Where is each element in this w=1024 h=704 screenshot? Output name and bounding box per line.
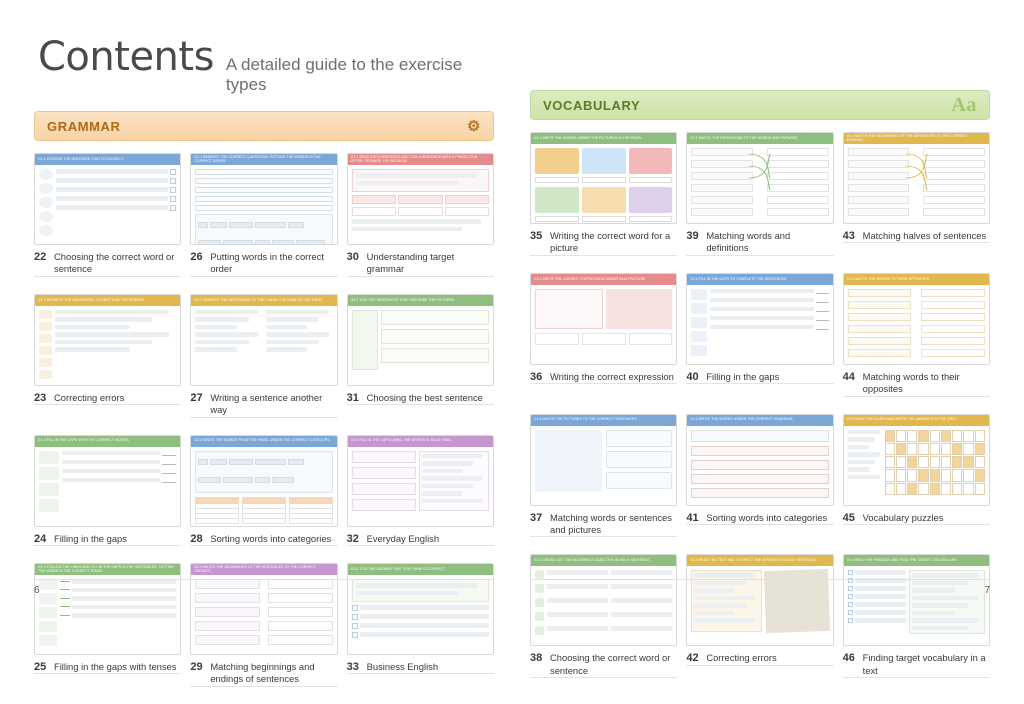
- entry-separator: [190, 686, 337, 687]
- thumbnail-instruction-bar: [191, 295, 336, 306]
- entry-page-number: 37: [530, 511, 543, 524]
- contents-entry[interactable]: [190, 435, 337, 563]
- thumbnail-instruction-text: V3.4 READ THE PASSAGE AND FIND THE TARGET VOCABULARY.: [846, 558, 958, 563]
- exercise-thumbnail[interactable]: [843, 554, 990, 646]
- entry-caption: [34, 533, 181, 545]
- thumbnail-instruction-text: G3.3 FILL IN THE GAPS USING THE WORDS IN BOLD FINAL.: [350, 438, 453, 443]
- entry-caption: [34, 392, 181, 404]
- thumbnail-instruction-text: G2.1 REWRITE THE CORRECT QUESTIONS, PUTTING THE WORDS IN THE CORRECT ORDER.: [194, 155, 321, 163]
- thumbnail-instruction-text: G1.1 CHOOSE THE SENTENCE THAT IS CORRECT.: [38, 156, 124, 161]
- entry-separator: [686, 665, 833, 666]
- entry-label: Matching words or sentences and pictures: [550, 511, 672, 536]
- thumbnail-body: [191, 447, 336, 527]
- exercise-thumbnail[interactable]: [843, 132, 990, 224]
- thumbnail-instruction-bar: [191, 436, 336, 447]
- contents-entry[interactable]: [34, 153, 181, 294]
- left-page: [0, 0, 512, 685]
- exercise-thumbnail[interactable]: [686, 414, 833, 506]
- entry-caption: [843, 371, 990, 396]
- entry-page-number: 39: [686, 230, 699, 242]
- footer-rule: [34, 579, 494, 580]
- thumbnail-body: [35, 575, 180, 653]
- exercise-thumbnail[interactable]: [347, 435, 494, 527]
- title-subtitle: A detailed guide to the exercise types: [225, 55, 463, 94]
- contents-entry[interactable]: [686, 132, 833, 273]
- exercise-thumbnail[interactable]: [34, 563, 181, 655]
- entry-separator: [190, 276, 337, 277]
- thumbnail-instruction-text: V1.3 MATCH THE PICTURES TO THE CORRECT SENTENCES.: [534, 417, 638, 422]
- contents-entry[interactable]: [190, 153, 337, 294]
- entry-page-number: 30: [346, 251, 359, 263]
- page-number-right: 7: [984, 585, 990, 596]
- entry-caption: [686, 652, 833, 664]
- thumbnail-instruction-bar: [348, 295, 493, 306]
- thumbnail-body: [844, 426, 989, 499]
- entry-page-number: 41: [686, 511, 699, 524]
- entry-page-number: 36: [530, 370, 543, 383]
- thumbnail-instruction-bar: [687, 555, 832, 566]
- exercise-thumbnail[interactable]: [686, 132, 833, 224]
- entry-caption: [347, 392, 494, 404]
- thumbnail-instruction-text: V1.2 WRITE THE CORRECT EXPRESSION UNDER EACH PICTURE.: [534, 276, 647, 281]
- contents-entry[interactable]: [843, 273, 990, 414]
- thumbnail-instruction-text: V2.1 MATCH THE DEFINITIONS TO THE WORDS AND PHRASES.: [690, 135, 799, 140]
- contents-entry[interactable]: [347, 153, 494, 294]
- entry-caption: [843, 652, 990, 677]
- entry-separator: [843, 242, 990, 243]
- entry-label: Sorting words into categories: [210, 532, 332, 544]
- entry-label: Writing the correct word for a picture: [550, 230, 671, 254]
- entry-separator: [347, 673, 494, 674]
- entry-separator: [347, 404, 494, 405]
- contents-entry[interactable]: [530, 132, 677, 273]
- thumbnail-body: [687, 285, 832, 363]
- thumbnail-body: [687, 144, 832, 224]
- entry-separator: [347, 276, 494, 277]
- thumbnail-body: [35, 165, 180, 243]
- thumbnail-instruction-bar: [348, 436, 493, 447]
- contents-entry[interactable]: [530, 554, 677, 695]
- thumbnail-body: [844, 144, 989, 224]
- thumbnail-body: [687, 426, 832, 506]
- entry-separator: [190, 545, 337, 546]
- contents-entry[interactable]: [347, 563, 494, 704]
- entry-separator: [843, 524, 990, 525]
- thumbnail-instruction-bar: [531, 274, 676, 285]
- entry-separator: [190, 417, 337, 418]
- thumbnail-instruction-bar: [191, 154, 336, 165]
- entry-label: Filling in the gaps with tenses: [54, 661, 177, 673]
- entry-page-number: 24: [34, 532, 47, 545]
- thumbnail-instruction-text: V3.2 MATCH THE WORDS TO THEIR OPPOSITES.: [846, 276, 931, 281]
- exercise-thumbnail[interactable]: [34, 435, 181, 527]
- thumbnail-instruction-bar: [531, 415, 676, 426]
- entry-label: Everyday English: [366, 532, 440, 544]
- thumbnail-instruction-bar: [531, 555, 676, 566]
- entry-page-number: 44: [842, 370, 855, 383]
- entry-page-number: 38: [530, 652, 543, 665]
- thumbnail-body: [35, 306, 180, 386]
- thumbnail-instruction-text: V2.3 WRITE THE WORDS UNDER THE CORRECT HEADINGS.: [690, 417, 794, 422]
- thumbnail-instruction-text: V3.3 READ THE CLUES AND WRITE THE ANSWERS IN THE GRID.: [846, 417, 957, 422]
- section-label-grammar: GRAMMAR: [47, 118, 121, 134]
- entry-caption: [347, 661, 494, 673]
- thumbnail-body: [844, 566, 989, 638]
- entry-label: Correcting errors: [54, 391, 125, 403]
- contents-entry[interactable]: [190, 294, 337, 435]
- thumbnail-instruction-bar: [35, 564, 180, 575]
- thumbnail-instruction-bar: [35, 154, 180, 165]
- section-header-vocabulary: [530, 90, 990, 120]
- grammar-grid: [34, 153, 494, 704]
- thumbnail-body: [531, 285, 676, 349]
- thumbnail-instruction-text: V1.4 CROSS OUT THE INCORRECT ADJECTIVE IN EACH SENTENCE.: [534, 558, 651, 563]
- entry-page-number: 29: [190, 661, 203, 674]
- entry-separator: [530, 677, 677, 678]
- entry-separator: [530, 536, 677, 537]
- entry-label: Choosing the correct word or sentence: [550, 652, 671, 676]
- thumbnail-instruction-bar: [687, 274, 832, 285]
- entry-caption: [190, 392, 337, 417]
- entry-caption: [190, 533, 337, 545]
- page-title: [38, 34, 494, 95]
- entry-page-number: 43: [842, 230, 855, 242]
- exercise-thumbnail[interactable]: [34, 294, 181, 386]
- page-number-left: 6: [34, 585, 40, 596]
- entry-caption: [530, 230, 677, 255]
- thumbnail-instruction-bar: [687, 415, 832, 426]
- contents-entry[interactable]: [190, 563, 337, 704]
- contents-entry[interactable]: [34, 294, 181, 435]
- entry-label: Writing the correct expression: [550, 370, 674, 382]
- entry-page-number: 35: [530, 230, 543, 242]
- thumbnail-instruction-text: G1.3 FILL IN THE GAPS WITH THE CORRECT WORDS.: [38, 438, 130, 443]
- right-page: [512, 0, 1024, 676]
- entry-label: Understanding target grammar: [366, 251, 455, 275]
- entry-page-number: 22: [34, 251, 47, 263]
- thumbnail-instruction-text: G3.2 TICK THE SENTENCES THAT DESCRIBE THE PICTURES.: [350, 297, 456, 302]
- vocabulary-grid: [530, 132, 990, 695]
- contents-entry[interactable]: [686, 554, 833, 695]
- exercise-thumbnail[interactable]: [190, 435, 337, 527]
- entry-page-number: 25: [34, 661, 47, 674]
- entry-page-number: 27: [190, 391, 203, 404]
- thumbnail-body: [531, 426, 676, 497]
- entry-page-number: 23: [34, 391, 47, 404]
- thumbnail-instruction-text: V3.1 MATCH THE BEGINNINGS OF THE SENTENCES TO THE CORRECT ENDINGS.: [846, 134, 968, 142]
- thumbnail-instruction-text: V2.2 FILL IN THE GAPS TO COMPLETE THE SENTENCES.: [690, 276, 788, 281]
- entry-caption: [530, 652, 677, 677]
- entry-separator: [686, 255, 833, 256]
- contents-entry[interactable]: [530, 273, 677, 414]
- contents-entry[interactable]: [686, 414, 833, 555]
- thumbnail-instruction-text: G3.4 TICK THE ANSWER THAT YOU THINK IS CORRECT.: [350, 566, 446, 571]
- aa-icon: Aa: [951, 93, 977, 116]
- thumbnail-instruction-bar: [531, 133, 676, 144]
- thumbnail-instruction-text: G2.4 MATCH THE BEGINNINGS OF THE SENTENCES TO THE CORRECT ENDINGS.: [194, 565, 316, 573]
- exercise-thumbnail[interactable]: [530, 273, 677, 365]
- entry-separator: [34, 673, 181, 674]
- exercise-thumbnail[interactable]: [190, 294, 337, 386]
- thumbnail-instruction-bar: [844, 415, 989, 426]
- exercise-thumbnail[interactable]: [530, 132, 677, 224]
- entry-label: Matching halves of sentences: [862, 230, 987, 241]
- contents-entry[interactable]: [686, 273, 833, 414]
- entry-caption: [347, 533, 494, 545]
- entry-separator: [686, 383, 833, 384]
- entry-caption: [686, 512, 833, 524]
- gear-icon: ⚙: [466, 118, 481, 135]
- entry-caption: [190, 661, 337, 686]
- entry-separator: [843, 677, 990, 678]
- thumbnail-instruction-bar: [191, 564, 336, 575]
- entry-separator: [34, 276, 181, 277]
- thumbnail-body: [348, 165, 493, 238]
- entry-caption: [530, 512, 677, 537]
- thumbnail-instruction-bar: [35, 436, 180, 447]
- thumbnail-instruction-bar: [844, 555, 989, 566]
- entry-caption: [530, 371, 677, 383]
- thumbnail-instruction-text: G2.3 WRITE THE WORDS FROM THE PANEL UNDER THE CORRECT CATEGORY.: [194, 438, 331, 443]
- exercise-thumbnail[interactable]: [190, 563, 337, 655]
- entry-page-number: 46: [842, 652, 855, 665]
- contents-entry[interactable]: [843, 414, 990, 555]
- contents-entry[interactable]: [843, 554, 990, 695]
- thumbnail-instruction-bar: [844, 274, 989, 285]
- entry-caption: [686, 230, 833, 255]
- entry-caption: [190, 251, 337, 276]
- thumbnail-instruction-bar: [687, 133, 832, 144]
- entry-label: Matching words to their opposites: [862, 370, 960, 395]
- entry-page-number: 26: [190, 251, 203, 263]
- entry-page-number: 32: [346, 532, 359, 545]
- thumbnail-instruction-text: G1.4 FOLLOW THE LINES AND FILL IN THE GAPS IN THE SENTENCES, PUTTING THE VERBS IN THE CORRECT TENSE.: [38, 565, 175, 573]
- thumbnail-instruction-text: G3.1 READ EACH SENTENCE AND TICK A SENTENCE WITH A PREDICTION OFFER, PROMISE, OR DECISION.: [350, 155, 478, 163]
- exercise-thumbnail[interactable]: [347, 153, 494, 245]
- exercise-thumbnail[interactable]: [347, 563, 494, 655]
- entry-caption: [34, 251, 181, 276]
- entry-label: Choosing the correct word or sentence: [54, 251, 175, 275]
- entry-page-number: 28: [190, 532, 203, 545]
- exercise-thumbnail[interactable]: [347, 294, 494, 386]
- title-main: Contents: [38, 34, 214, 80]
- entry-label: Matching beginnings and endings of sentences: [210, 661, 315, 685]
- exercise-thumbnail[interactable]: [190, 153, 337, 245]
- thumbnail-body: [844, 285, 989, 365]
- entry-label: Business English: [366, 661, 439, 673]
- entry-label: Writing a sentence another way: [210, 391, 323, 416]
- entry-caption: [843, 230, 990, 242]
- entry-label: Sorting words into categories: [706, 511, 828, 523]
- entry-separator: [34, 404, 181, 405]
- entry-page-number: 31: [346, 391, 359, 404]
- entry-caption: [686, 371, 833, 383]
- section-header-grammar: [34, 111, 494, 141]
- entry-separator: [530, 383, 677, 384]
- thumbnail-body: [191, 575, 336, 653]
- thumbnail-body: [531, 144, 676, 224]
- entry-page-number: 45: [842, 511, 855, 524]
- entry-caption: [34, 661, 181, 673]
- thumbnail-body: [687, 566, 832, 636]
- thumbnail-instruction-text: V2.4 READ THE TEXT AND CORRECT THE MISTAKES IN EACH SENTENCE.: [690, 558, 818, 563]
- footer-rule-right: [530, 579, 990, 580]
- entry-page-number: 33: [346, 661, 359, 674]
- thumbnail-body: [348, 306, 493, 374]
- thumbnail-instruction-bar: [348, 564, 493, 575]
- contents-entry[interactable]: [530, 414, 677, 555]
- exercise-thumbnail[interactable]: [34, 153, 181, 245]
- entry-caption: [347, 251, 494, 276]
- contents-entry[interactable]: [843, 132, 990, 273]
- entry-label: Filling in the gaps: [54, 532, 127, 544]
- entry-caption: [843, 512, 990, 524]
- contents-entry[interactable]: [34, 435, 181, 563]
- thumbnail-body: [191, 165, 336, 245]
- contents-entry[interactable]: [347, 435, 494, 563]
- entry-page-number: 40: [686, 370, 699, 383]
- thumbnail-body: [348, 447, 493, 519]
- exercise-thumbnail[interactable]: [530, 554, 677, 646]
- contents-entry[interactable]: [347, 294, 494, 435]
- entry-page-number: 42: [686, 652, 699, 665]
- entry-label: Finding target vocabulary in a text: [862, 652, 986, 676]
- exercise-thumbnail[interactable]: [686, 273, 833, 365]
- entry-label: Filling in the gaps: [706, 370, 780, 382]
- exercise-thumbnail[interactable]: [686, 554, 833, 646]
- contents-entry[interactable]: [34, 563, 181, 704]
- section-label-vocabulary: VOCABULARY: [543, 97, 641, 113]
- thumbnail-body: [348, 575, 493, 645]
- entry-separator: [347, 545, 494, 546]
- entry-separator: [530, 255, 677, 256]
- thumbnail-instruction-text: V1.1 WRITE THE WORDS UNDER THE PICTURES IN THE PANEL.: [534, 135, 644, 140]
- thumbnail-instruction-bar: [348, 154, 493, 165]
- entry-label: Choosing the best sentence: [366, 391, 483, 403]
- entry-label: Correcting errors: [706, 652, 777, 664]
- entry-separator: [843, 396, 990, 397]
- entry-label: Matching words and definitions: [706, 230, 791, 254]
- exercise-thumbnail[interactable]: [530, 414, 677, 506]
- thumbnail-instruction-bar: [844, 133, 989, 144]
- thumbnail-body: [35, 447, 180, 519]
- exercise-thumbnail[interactable]: [843, 273, 990, 365]
- thumbnail-instruction-text: G2.2 REWRITE THE SENTENCES SO THEY MEAN THE SAME AS THE FIRST.: [194, 297, 323, 302]
- entry-separator: [34, 545, 181, 546]
- thumbnail-instruction-bar: [35, 295, 180, 306]
- exercise-thumbnail[interactable]: [843, 414, 990, 506]
- entry-separator: [686, 524, 833, 525]
- thumbnail-instruction-text: G1.2 REWRITE THE SENTENCES, CORRECTING THE ERRORS.: [38, 297, 145, 302]
- entry-label: Vocabulary puzzles: [862, 511, 944, 523]
- entry-label: Putting words in the correct order: [210, 251, 324, 275]
- thumbnail-body: [191, 306, 336, 359]
